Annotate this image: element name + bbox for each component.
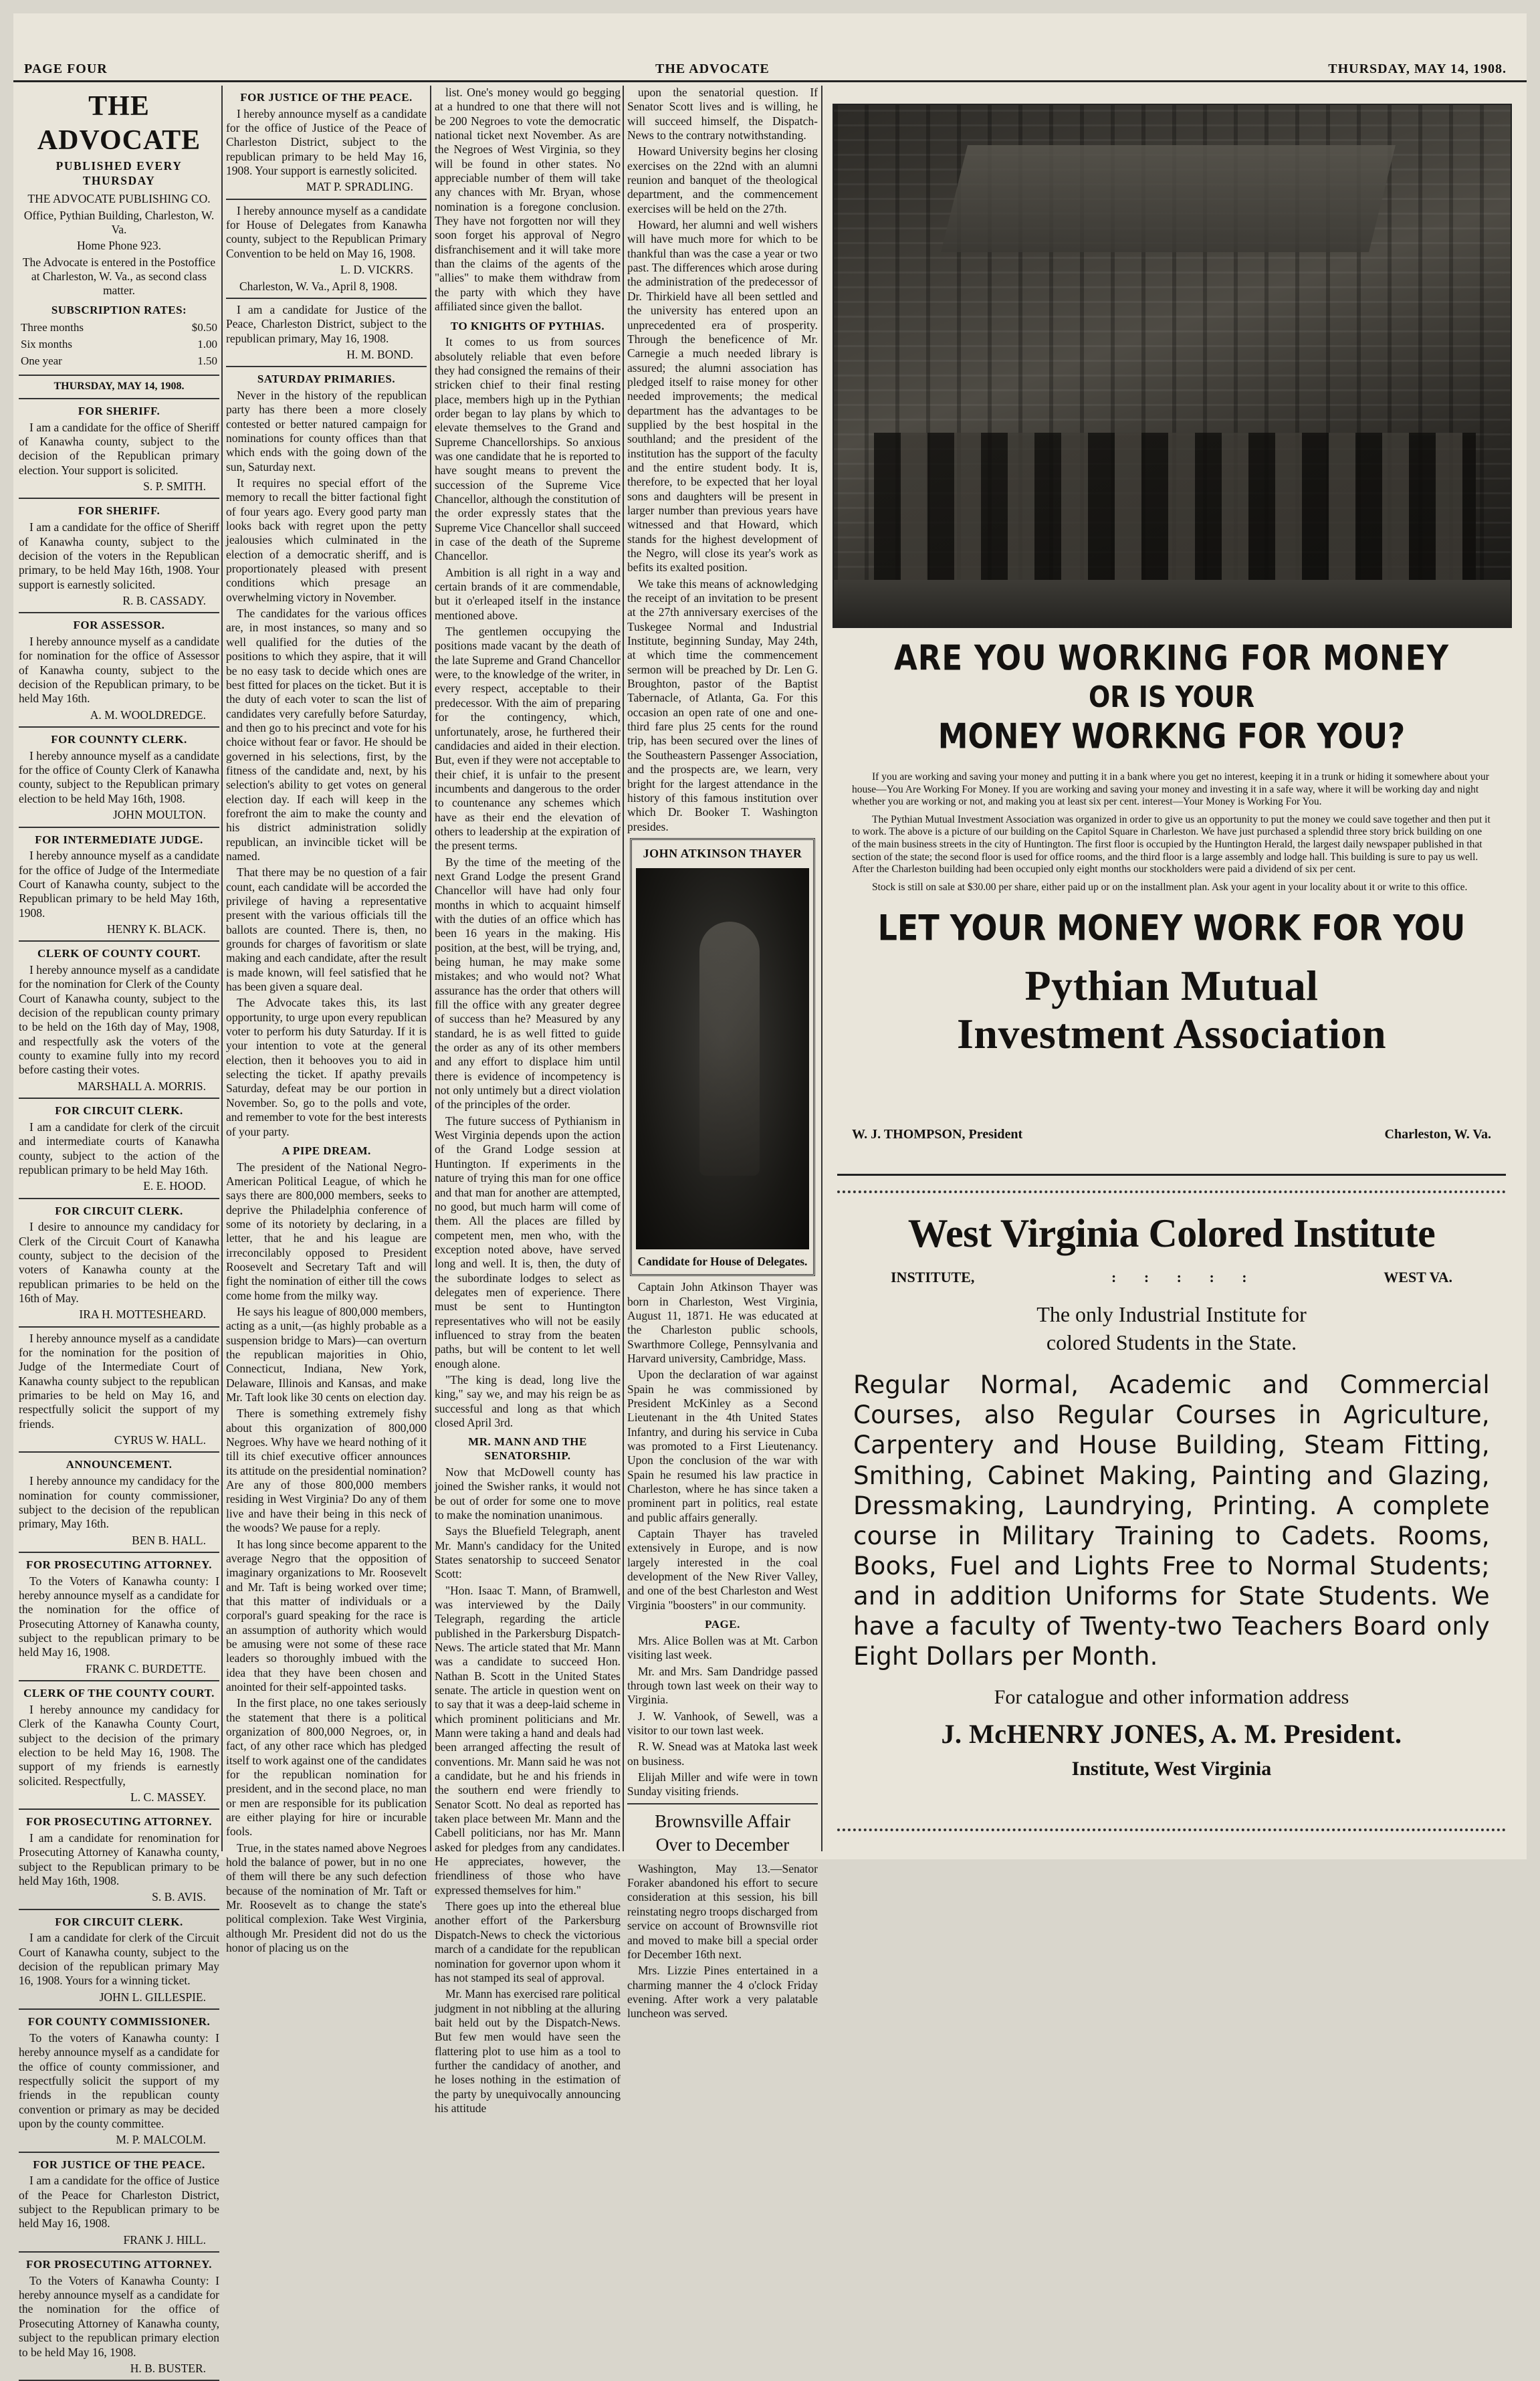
candidate-notice: [19, 1558, 219, 1681]
paragraph: It has long since become apparent to the average Negro that the opposition of imaginary organizations to Mr. Roosevelt and Mr. Taft is being worked over time; that this matter of individuals or a corporal's guard speaking for the race is an assumption of authority which would be amusing were not some of these race leaders so thoroughly imbued with the idea that they have been chosen and anointed for their self-appointed tasks.: [226, 1537, 427, 1693]
notice-signature: JOHN L. GILLESPIE.: [99, 1990, 206, 2004]
pythian-mutual-ad: [837, 632, 1506, 1176]
candidate-notice: [19, 947, 219, 1099]
candidate-notice: [19, 1458, 219, 1552]
thayer-portrait-box: [630, 838, 815, 1276]
paragraph: There goes up into the ethereal blue another effort of the Parkersburg Dispatch-News to check the victorious march of a candidate for the republican nomination for governor upon whom it has not stamped its seal of approval.: [435, 1899, 621, 1984]
notice-signature: E. E. HOOD.: [143, 1179, 206, 1193]
publisher: THE ADVOCATE PUBLISHING CO.: [27, 192, 211, 206]
brownsville-article: [627, 1862, 818, 2021]
notice-text: I am a candidate for the office of Sheriff of Kanawha county, subject to the decision of the voters in the Republican primary, to be held May 16th, 1908. Your support is earnestly solicited.: [19, 520, 219, 591]
notice-heading: CLERK OF THE COUNTY COURT.: [23, 1687, 215, 1700]
notice-heading: FOR PROSECUTING ATTORNEY.: [25, 2258, 213, 2271]
justice-notices: [226, 91, 427, 367]
pipe-dream-heading: A PIPE DREAM.: [282, 1144, 371, 1157]
notice-heading: FOR PROSECUTING ATTORNEY.: [25, 1558, 213, 1571]
rate-row: Six months 1.00: [21, 338, 217, 351]
candidate-notices: [19, 405, 219, 2381]
notice-heading: FOR CIRCUIT CLERK.: [55, 1104, 183, 1118]
paragraph: The Advocate takes this, its last opportunity, to urge upon every republican voter to perform his duty Saturday. If it is your intention to vote at the general election, then it behooves you to aid in selecting the ticket. If apathy prevails Saturday, defeat may be our portion in November. So, go to the polls and vote, and remember to vote for the best interests of your party.: [226, 996, 427, 1138]
notice-signature: FRANK C. BURDETTE.: [86, 1661, 206, 1675]
charleston-date: Charleston, W. Va., April 8, 1908.: [239, 279, 398, 293]
candidate-notice: [19, 1916, 219, 2010]
paragraph: The gentlemen occupying the positions made vacant by the death of the late Supreme and Grand Chancellor were, to the knowledge of the writer, in every respect, acceptable to their predecessor. With the aim of preparing for the contingency, which, unfortunately, arose, he furthered their candidacies and aided in their election. But, even if they were not acceptable to their chief, it is unfair to the present incumbents and dangerous to the order to countenance any schemes which have as their end the elevation of others to leadership at the expiration of the present terms.: [435, 625, 621, 853]
notice-text: To the voters of Kanawha county: I hereby announce myself as a candidate for the office of county commissioner, and respectfully solicit the support of my friends in the republican county convention or primary as may be decided upon by the county committee.: [19, 2031, 219, 2130]
candidate-notice: [19, 1332, 219, 1453]
rate-row: Three months $0.50: [21, 321, 217, 334]
candidate-notice: [19, 1815, 219, 1909]
notice-signature: FRANK J. HILL.: [123, 2233, 206, 2247]
subscription-rates: [19, 319, 219, 370]
paragraph: J. W. Vanhook, of Sewell, was a visitor to our town last week.: [627, 1709, 818, 1737]
notice-signature: S. P. SMITH.: [143, 480, 206, 494]
column-divider: [623, 86, 624, 1851]
mann-article: [435, 1465, 621, 2115]
notice-signature: M. P. MALCOLM.: [116, 2133, 206, 2147]
ad-headline-1: ARE YOU WORKING FOR MONEY: [893, 637, 1450, 678]
advocate-title: THE ADVOCATE: [37, 91, 201, 157]
paragraph: Mrs. Alice Bollen was at Mt. Carbon visiting last week.: [627, 1633, 818, 1662]
candidate-notice: [19, 405, 219, 499]
candidate-notice: [226, 91, 427, 200]
notice-signature: MAT P. SPRADLING.: [306, 180, 413, 194]
candidate-notice: [19, 733, 219, 827]
candidate-notice: [19, 619, 219, 728]
rate-row: One year 1.50: [21, 354, 217, 367]
candidate-notice: [19, 2015, 219, 2152]
continued-article: [435, 86, 621, 314]
notice-text: I am a candidate for clerk of the Circuit Court of Kanawha county, subject to the decision of the republican primary May 16, 1908. Yours for a winning ticket.: [19, 1931, 219, 1988]
candidate-notice: [19, 2258, 219, 2381]
paragraph: Captain Thayer has traveled extensively in Europe, and is now largely interested in the coal development of the New River Valley, and one of the best Charleston and West Virginia "boosters" in our community.: [627, 1527, 818, 1612]
notice-text: I hereby announce myself as a candidate for the nomination for Clerk of the County Court of Kanawha county, subject to the decision of the republican county primary to be held on the 16th day of May, 1908, and respectfully ask the voters of the county to examine fully into my record before casting their votes.: [19, 963, 219, 1077]
notice-text: I hereby announce my candidacy for Clerk of the Kanawha County Court, subject to the decision of the primary election to be held May 16, 1908. The support of my friends is earnestly solicited. Respectfully,: [19, 1702, 219, 1788]
institute-courses: Regular Normal, Academic and Commercial Courses, also Regular Courses in Agriculture, Carpentery and House Building, Steam Fitting, Smithing, Cabinet Making, Painting and Glazing, Dressmaking, Laundrying, Printing. A complete course in Military Training to Cadets. Rooms, Books, Fuel and Lights Free to Normal Students; and in addition Uniforms for State Students. We have a faculty of Twenty-two Teachers Board only Eight Dollars per Month.: [853, 1370, 1490, 1671]
notice-text: I desire to announce my candidacy for Clerk of the Circuit Court of Kanawha county, subject to the decision of the voters of Kanawha county at the republican primaries to be held on the 16th of May.: [19, 1220, 219, 1306]
candidate-notice: [19, 2158, 219, 2253]
published-line: PUBLISHED EVERY THURSDAY: [56, 159, 183, 187]
institute-title: West Virginia Colored Institute: [907, 1211, 1436, 1255]
paragraph: Mr. and Mrs. Sam Dandridge passed through town last week on their way to Virginia.: [627, 1664, 818, 1707]
pythian-building-photo: [833, 104, 1512, 628]
notice-heading: FOR CIRCUIT CLERK.: [55, 1204, 183, 1217]
paragraph: Mrs. Lizzie Pines entertained in a charming manner the 4 o'clock Friday evening. After work a very palatable luncheon was served.: [627, 1964, 818, 2021]
notice-signature: IRA H. MOTTESHEARD.: [79, 1308, 206, 1322]
notice-signature: BEN B. HALL.: [132, 1533, 206, 1547]
institute-tagline: The only Industrial Institute for colored Students in the State.: [1036, 1302, 1307, 1354]
paragraph: That there may be no question of a fair count, each candidate will be accorded the privilege of having a representative present with the various officials till the ballots are counted. There is, then, no grounds for charges of favoritism or slate making and each candidate, after the result is made known, will feel satisfied that he has been given a square deal.: [226, 865, 427, 994]
notice-text: I am a candidate for renomination for Prosecuting Attorney of Kanawha county, subject to the Republican primary to be held May 16th, 1908.: [19, 1831, 219, 1887]
ad-city: Charleston, W. Va.: [1384, 1127, 1491, 1142]
notice-signature: MARSHALL A. MORRIS.: [78, 1079, 206, 1093]
knights-article: [435, 335, 621, 1430]
thayer-name: JOHN ATKINSON THAYER: [643, 846, 802, 860]
paragraph: "The king is dead, long live the king," say we, and may his reign be as successful and long as that which closed April 3rd.: [435, 1372, 621, 1430]
paper-name: THE ADVOCATE: [655, 62, 770, 76]
paragraph: Never in the history of the republican party has there been a more closely contested or better natured campaign for nominations for county offices than that which ends with the going down of the sun, Saturday next.: [226, 388, 427, 474]
paragraph: There is something extremely fishy about this organization of 800,000 Negroes. Why have we heard nothing of it till its chief executive officer announces its attitude on the presidential nomination? Are any of those 800,000 members residing in West Virginia? Do any of them live and have their being in this neck of the woods? We pause for a reply.: [226, 1407, 427, 1535]
ad-headline-3: MONEY WORKNG FOR YOU?: [938, 716, 1406, 756]
notice-heading: FOR INTERMEDIATE JUDGE.: [35, 833, 203, 846]
paragraph: R. W. Snead was at Matoka last week on business.: [627, 1740, 818, 1768]
candidate-notice: [19, 504, 219, 613]
newspaper-page: [13, 13, 1527, 2375]
candidate-notice: [19, 833, 219, 942]
paragraph: We take this means of acknowledging the receipt of an invitation to be present at the 27th anniversary exercises of the Tuskegee Normal and Industrial Institute, beginning Sunday, May 24th, at which time the commencement sermon will be preached by Dr. Len G. Broughton, pastor of the Baptist Tabernacle, of Atlanta, Ga. For this occasion an open rate of one and one-third fare plus 25 cents for the round trip, has been secured over the lines of the Southeastern Passenger Association, and the prospects are, we learn, very bright for the largest attendance in the history of this famous institution over which Dr. Booker T. Washington presides.: [627, 577, 818, 833]
paragraph: Mr. Mann has exercised rare political judgment in not nibbling at the alluring bait held out by the Dispatch-News. But few men would have seen the flattering plot to use him as a tool to further the candidacy of another, and he loses nothing in the estimation of the party by unequivocally announcing his attitude: [435, 1987, 621, 2115]
notice-signature: H. M. BOND.: [346, 347, 413, 361]
howard-article: [627, 144, 818, 834]
page-local-news: [627, 1634, 818, 1799]
paragraph: Ambition is all right in a way and certain brands of it are commendable, but it o'erleaped itself in the instance mentioned above.: [435, 565, 621, 622]
notice-signature: L. D. VICKRS.: [340, 263, 413, 277]
notice-signature: L. C. MASSEY.: [130, 1790, 206, 1804]
notice-text: I am a candidate for clerk of the circuit and intermediate courts of Kanawha county, subject to the action of the republican primary to be held May 16th.: [19, 1120, 219, 1176]
issue-date: THURSDAY, MAY 14, 1908.: [1328, 62, 1507, 76]
paragraph: He says his league of 800,000 members, acting as a unit,—(as highly probable as a suspension bridge to Mars)—can overturn the republican majorities in Ohio, Connecticut, Indiana, New York, Delaware, Illinois and Kansas, and make Mr. Taft look like 30 cents on election day.: [226, 1305, 427, 1405]
thayer-caption: Candidate for House of Delegates.: [637, 1254, 808, 1268]
thayer-bio: [627, 1280, 818, 1613]
institute-address: Institute, West Virginia: [1071, 1758, 1272, 1780]
notice-text: I am a candidate for the office of Justice of the Peace for Charleston District, subject to the Republican primary to be held May 16, 1908.: [19, 2174, 219, 2231]
notice-heading: FOR COUNNTY CLERK.: [51, 733, 187, 746]
ad-headline-2: OR IS YOUR: [1088, 680, 1255, 714]
notice-heading: FOR JUSTICE OF THE PEACE.: [33, 2158, 205, 2171]
ad-president: W. J. THOMPSON, President: [852, 1127, 1023, 1142]
paragraph: "Hon. Isaac T. Mann, of Bramwell, was interviewed by the Daily Telegraph, regarding the article published in the Parkersburg Dispatch-News. The article stated that Mr. Mann was a candidate to succeed Hon. Nathan B. Scott in the United States senate. The article in question went on to say that it was a deep-laid scheme in which prominent politicians and Mr. Mann were taking a hand and deals had been arranged affecting the result of conventions. Mr. Mann said he was not a candidate, but he and his friends in the southern end were friendly to Senator Scott. No deal as reported has taken place between Mr. Mann and the Cabell politicians, nor has Mr. Mann asked for pledges from any candidates. He appreciates, however, the friendliness of those who have expressed themselves for him.": [435, 1583, 621, 1897]
thayer-photo: [636, 868, 809, 1249]
candidate-notice: [19, 1104, 219, 1199]
continued-senatorial: [627, 86, 818, 142]
association-name: Pythian Mutual Investment Association: [956, 962, 1387, 1058]
notice-heading: FOR JUSTICE OF THE PEACE.: [240, 91, 413, 104]
paragraph: list. One's money would go begging at a hundred to one that there will not be 200 Negroes to vote the democratic national ticket next November. As are the Negroes of West Virginia, so they will be found in other states. No appreciable number of them will take any chances with Mr. Bryan, whose nomination is a foregone conclusion. They have not forgotten nor will they soon forget his approval of Negro disfranchisement and it will take more than the claims of the agents of the "allies" to make them withdraw from the party with which they have affiliated since given the ballot.: [435, 86, 621, 314]
candidate-notice: [19, 1687, 219, 1810]
paragraph: Says the Bluefield Telegraph, anent Mr. Mann's candidacy for the United States senatorship to succeed Senator Scott:: [435, 1524, 621, 1581]
notice-heading: CLERK OF COUNTY COURT.: [37, 947, 201, 960]
notice-signature: CYRUS W. HALL.: [114, 1433, 206, 1447]
notice-text: I hereby announce myself as a candidate for the nomination for the position of Judge of the Intermediate Court of Kanawha county subject to the republican primaries to be held on May 16, and respectfully solicit the support of my friends.: [19, 1331, 219, 1431]
notice-heading: FOR CIRCUIT CLERK.: [55, 1915, 183, 1928]
notice-heading: ANNOUNCEMENT.: [66, 1458, 173, 1471]
saturday-primaries-article: [226, 389, 427, 1139]
paragraph: It requires no special effort of the memory to recall the bitter factional fight of four years ago. Every good party man looks back with regret upon the petty jealousies which culminated in the election of a democratic sheriff, and is proportionately pleased with present conditions which presage an overwhelming victory in November.: [226, 476, 427, 604]
paragraph: The future success of Pythianism in West Virginia depends upon the action of the Grand Lodge session at Huntington. If experiments in the nature of trying this man for one office and that man for another are attempted, no good, but much harm will come of them. All the places are filled by competent men, men who, with the exception noted above, have served long and well. It is, then, the duty of the subordinate lodges to select as delegates men of experience. There must be sent to Huntington representatives who will not be easily influenced to stray from the beaten paths, but will be content to let well enough alone.: [435, 1114, 621, 1370]
paragraph: In the first place, no one takes seriously the statement that there is a political organization of 800,000 Negroes, or, in fact, of any other race which has pledged itself to work against one of the candidates for the republican nomination for president, and in the second place, no man or men are responsible for its publication are either playing for hire or incurable fools.: [226, 1696, 427, 1839]
mann-heading: MR. MANN AND THE SENATORSHIP.: [468, 1435, 587, 1463]
paragraph: Now that McDowell county has joined the Swisher ranks, it would not be out of order for some one to move to make the nomination unanimous.: [435, 1465, 621, 1522]
ad-slogan: LET YOUR MONEY WORK FOR YOU: [877, 907, 1466, 949]
column-2: [226, 86, 427, 1955]
column-3: [435, 86, 621, 2115]
paragraph: Washington, May 13.—Senator Foraker abandoned his effort to secure consideration at this session, his bill reinstating negro troops discharged from service on account of Brownsville riot and moved to make bill a special order for December 16th next.: [627, 1861, 818, 1961]
notice-signature: A. M. WOOLDREDGE.: [90, 708, 206, 722]
notice-signature: R. B. CASSADY.: [122, 593, 206, 607]
notice-heading: FOR PROSECUTING ATTORNEY.: [25, 1815, 213, 1829]
notice-text: I hereby announce myself as a candidate for the office of County Clerk of Kanawha county, subject to the Republican primary election to be held May 16th, 1908.: [19, 748, 219, 805]
column-divider: [821, 86, 822, 1851]
notice-text: To the Voters of Kanawha county: I hereby announce myself as a candidate for the nomination for the office of Prosecuting Attorney of Kanawha county, subject to the republican primary to be held May 16, 1908.: [19, 1574, 219, 1659]
catalogue-line: For catalogue and other information address: [994, 1686, 1349, 1709]
column-divider: [221, 86, 223, 1851]
knights-heading: TO KNIGHTS OF PYTHIAS.: [450, 319, 605, 332]
notice-signature: S. B. AVIS.: [152, 1890, 206, 1904]
column-divider: [430, 86, 431, 1851]
notice-text: I hereby announce myself as a candidate for the office of Judge of the Intermediate Court of Kanawha county, subject to the Republican primary to be held May 16th, 1908.: [19, 849, 219, 920]
page-number: PAGE FOUR: [24, 62, 108, 76]
paragraph: By the time of the meeting of the next Grand Lodge the present Grand Chancellor will have had only four months in which to acquaint himself with the duties of an office which has been 16 years in the making. His position, at the best, will be trying, and, being human, he may make some mistakes; and who would not? What assurance has the order that others will fill the office with any greater degree of success than he? Measured by any standard, he is as well fitted to guide the order as any of its other members and any effort to displace him until there is evidence of incompetency is not only untimely but a direct violation of the principles of the order.: [435, 855, 621, 1112]
paragraph: It comes to us from sources absolutely reliable that even before they had consigned the remains of their stricken chief to their final resting place, members high up in the Pythian order began to lay plans by which to elevate themselves to the Grand and Supreme Chancellorships. So anxious was one candidate that he is reported to have sought means to prevent the succession of the Supreme Vice Chancellor, although the constitution of the order expressly states that the Supreme Vice Chancellor shall succeed in case of the death of the Supreme Chancellor.: [435, 335, 621, 563]
column-1: [19, 86, 219, 2375]
paragraph: The president of the National Negro-American Political League, of which he says there are 800,000 members, seeks to deprive the Philadelphia conference of some of its notoriety by declaring, in a letter, that he and his league are irreconcilably opposed to President Roosevelt and Secretary Taft and will fight the nomination of either till the cows come home from the milky way.: [226, 1160, 427, 1302]
notice-heading: FOR SHERIFF.: [78, 504, 160, 518]
notice-heading: FOR ASSESSOR.: [73, 619, 165, 632]
editorial-masthead: [19, 90, 219, 399]
notice-heading: FOR COUNTY COMMISSIONER.: [27, 2015, 211, 2029]
paragraph: Howard, her alumni and well wishers will have much more for which to be thankful than was the case a year or two past. The differences which arose during the administration of the predecessor of Dr. Thirkield have all been settled and the university has entered upon an unprecedented era of prosperity. Through the beneficence of Mr. Carnegie a much needed library is assured; the alumni association has pledged itself to raise money for other needed improvements; the medical department has the advantages to be supplied by the best hospital in the southland; and the president of the institution has the support of the faculty and the entire student body. It is, therefore, to be expected that her loyal sons and daughters will be present in larger number than previous years have witnessed and that Howard, which stands for the highest development of the Negro, will close its year's work as befits its exalted position.: [627, 218, 818, 575]
notice-heading: FOR SHERIFF.: [78, 405, 160, 418]
paragraph: True, in the states named above Negroes hold the balance of power, but in no one of them will there be any such defection because of the nomination of Mr. Taft or Mr. Roosevelt as to change the state's political complexion. Take West Virginia, although Mr. President did not do us the honor of placing us on the: [226, 1841, 427, 1955]
notice-signature: HENRY K. BLACK.: [106, 922, 206, 936]
phone: Home Phone 923.: [77, 239, 161, 253]
column-4: [627, 86, 818, 2021]
paragraph: Captain John Atkinson Thayer was born in Charleston, West Virginia, August 11, 1871. He was educated at the Charleston public schools, Swarthmore College, Pennsylvania and Harvard university, Cambridge, Mass.: [627, 1280, 818, 1365]
candidate-notice: [226, 303, 427, 367]
office-address: Office, Pythian Building, Charleston, W. Va.: [23, 208, 215, 236]
candidate-notice: [19, 1205, 219, 1328]
notice-signature: H. B. BUSTER.: [130, 2361, 206, 2375]
notice-text: I hereby announce myself as a candidate for the office of Justice of the Peace of Charleston District, subject to the republican primary to be held May 16, 1908. Your support is earnestly solicited.: [226, 106, 427, 178]
paragraph: upon the senatorial question. If Senator Scott lives and is willing, he will succeed himself, the Dispatch-News to the contrary notwithstanding.: [627, 86, 818, 142]
colored-institute-ad: [837, 1190, 1506, 1831]
notice-signature: JOHN MOULTON.: [112, 808, 206, 822]
ad-body: If you are working and saving your money and putting it in a bank where you get no interest, keeping it in a trunk or hiding it somewhere about your house—You Are Working For Money. If you are working and saving your money and investing it in a safe way, where it will be working day and night whether you are working or not, and making you at least six per cent. interest—Your Money is Working For You. The Pythian Mutual Investment Association was organized in order to give us an opportunity to put the money we could save together and then put it to work. The above is a picture of our building on the Capitol Square in Charleston. We have just purchased a splendid three story brick building on one of the main business streets in the city of Huntington. The first floor is occupied by the Huntington Herald, the largest daily newspaper published in that section of the state; the second floor is used for office rooms, and the third floor is a large assembly and lodge hall. This building is sure to pay us well. After the Charleston building had been occupied only eight months our stockholders were paid a dividend of six per cent. Stock is still on sale at $30.00 per share, either paid up or on the installment plan. Ask your agent in your locality about it or write to this office.: [852, 771, 1491, 893]
notice-text: To the Voters of Kanawha County: I hereby announce myself as a candidate for the nomination for the office of Prosecuting Attorney of Kanawha county, subject to the republican primary election to be held May 16, 1908.: [19, 2273, 219, 2359]
paragraph: Elijah Miller and wife were in town Sunday visiting friends.: [627, 1770, 818, 1798]
notice-text: I am a candidate for Justice of the Peace, Charleston District, subject to the republican primary, May 16, 1908.: [226, 302, 427, 345]
paragraph: The candidates for the various offices are, in most instances, so many and so well qualified for the duties of the positions to which they aspire, that it will be no easy task to decide which ones are best fitted for places on the ticket. But it is the duty of each voter to scan the list of candidates very carefully before Saturday, and then go to his precinct and vote for his choice without fear or favor. He should be governed in his selections, first, by the fitness of the candidate and, next, by his selection's ability to get votes on general election day. If each will keep in the forefront the aim to make the county and his district administration solidly republican, an invincible ticket will be named.: [226, 607, 427, 863]
page-header: [13, 13, 1527, 82]
postal-entry: The Advocate is entered in the Postoffice at Charleston, W. Va., as second class matter.: [22, 255, 216, 298]
notice-text: I hereby announce myself as a candidate for House of Delegates from Kanawha county, subject to the Republican Primary Convention to be held on May 16, 1908.: [226, 203, 427, 260]
subscription-heading: SUBSCRIPTION RATES:: [51, 303, 187, 316]
notice-text: I hereby announce my candidacy for the nomination for county commissioner, subject to the decision of the republican primary, May 16th.: [19, 1474, 219, 1531]
paragraph: Upon the declaration of war against Spain he was commissioned by President McKinley as a Second Lieutenant in the 4th United States Infantry, and during his service in Cuba was promoted to a First Lieutenancy. Upon the conclusion of the war with Spain he resumed his law practice in Charleston, where he has since taken a prominent part in politics, real estate and public affairs generally.: [627, 1368, 818, 1524]
saturday-primaries-heading: SATURDAY PRIMARIES.: [257, 373, 396, 386]
masthead-date: THURSDAY, MAY 14, 1908.: [53, 380, 185, 392]
paragraph: Howard University begins her closing exercises on the 22nd with an alumni reunion and banquet of the theological department, and the commencement exercises will be held on the 27th.: [627, 144, 818, 215]
candidate-notice: [226, 204, 427, 299]
page-heading: PAGE.: [705, 1618, 740, 1631]
institute-president: J. McHENRY JONES, A. M. President.: [941, 1719, 1402, 1750]
notice-text: I am a candidate for the office of Sheriff of Kanawha county, subject to the decision of the Republican primary election. Your support is solicited.: [19, 420, 219, 477]
notice-text: I hereby announce myself as a candidate for nomination for the office of Assessor of Kanawha county, subject to the decision of the Republican primary, to be held May 16th.: [19, 635, 219, 706]
brownsville-heading: Brownsville Affair Over to December: [655, 1810, 790, 1855]
pipe-dream-article: [226, 1160, 427, 1956]
institute-location: INSTITUTE, : : : : : WEST VA.: [891, 1269, 1452, 1285]
